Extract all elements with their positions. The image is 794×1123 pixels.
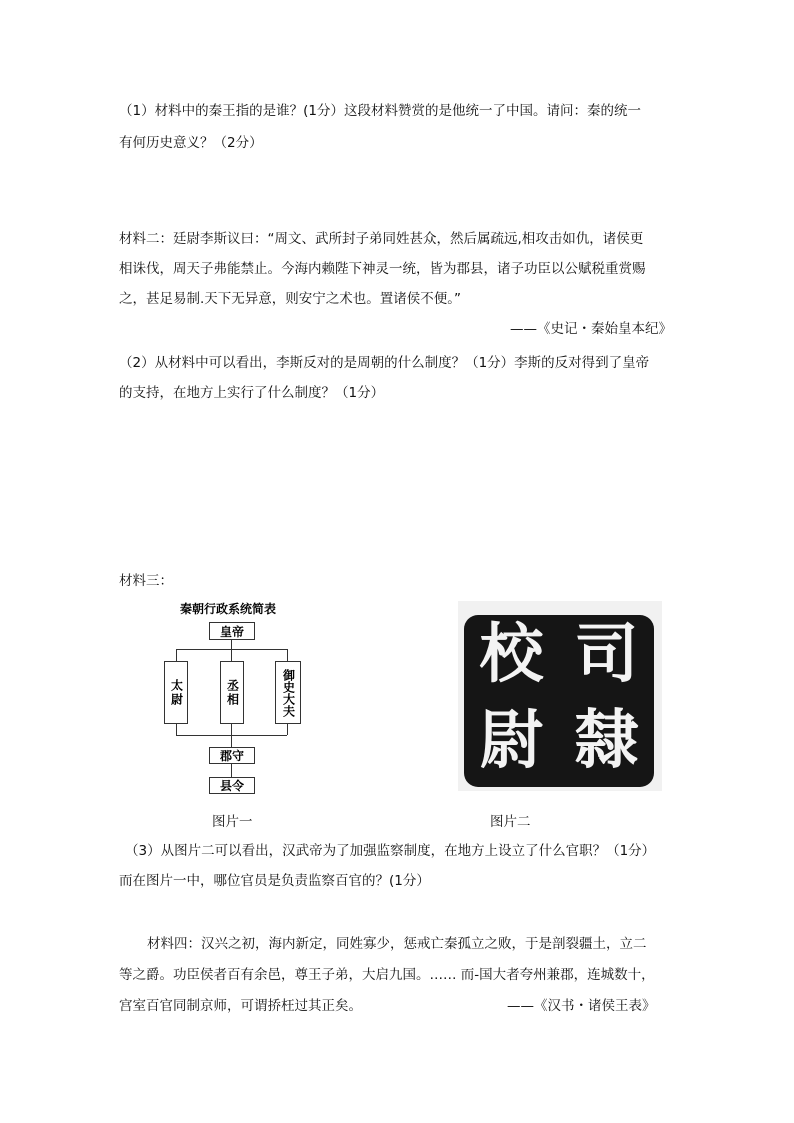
material-4-line-1: 材料四：汉兴之初，海内新定，同姓寡少，惩戒亡秦孤立之败，于是剖裂疆土，立二 xyxy=(147,936,647,952)
question-1-line-1: （1）材料中的秦王指的是谁？(1分）这段材料赞赏的是他统一了中国。请问：秦的统一 xyxy=(119,103,641,119)
yushi-dafu-box: 御史大夫 xyxy=(275,661,301,724)
connector-line xyxy=(287,649,288,661)
material-4-line-3: 宫室百官同制京师，可谓挢枉过其正矣。 xyxy=(119,998,362,1014)
connector-line xyxy=(231,724,232,735)
qin-admin-chart xyxy=(158,600,316,796)
material-2-source: ——《史记・秦始皇本纪》 xyxy=(510,321,672,337)
material-4-source: ——《汉书・诸侯王表》 xyxy=(507,998,656,1014)
connector-line xyxy=(176,724,177,735)
material-4-line-2: 等之爵。功臣侯者百有余邑，尊王子弟，大启九国。…… 而-国大者夸州兼郡，连城数十， xyxy=(119,967,655,983)
question-2-line-1: （2）从材料中可以看出，李斯反对的是周朝的什么制度？（1分）李斯的反对得到了皇帝 xyxy=(119,355,650,371)
question-2-line-2: 的支持，在地方上实行了什么制度？（1分） xyxy=(119,385,385,401)
junshou-box: 郡守 xyxy=(209,747,255,764)
seal-char: 尉 xyxy=(479,703,544,778)
seal-char: 司 xyxy=(574,617,639,692)
connector-line xyxy=(287,724,288,735)
question-3-line-2: 而在图片一中，哪位官员是负责监察百官的？(1分） xyxy=(119,873,430,889)
figure-1-caption: 图片一 xyxy=(212,814,253,830)
material-3-label: 材料三： xyxy=(119,573,173,589)
seal-char: 校 xyxy=(479,617,544,692)
connector-line xyxy=(176,649,177,661)
material-2-line-2: 相诛伐，周天子弗能禁止。今海内赖陛下神灵一统，皆为郡县，诸子功臣以公赋税重赏赐 xyxy=(119,261,646,277)
xianling-box: 县令 xyxy=(209,777,255,794)
taiwei-box: 太尉 xyxy=(164,661,188,724)
seal-stamp xyxy=(464,615,654,787)
seal-image xyxy=(458,601,662,791)
seal-char: 隸 xyxy=(574,703,639,778)
question-1-line-2: 有何历史意义？（2分） xyxy=(119,135,263,151)
connector-line xyxy=(231,763,232,777)
emperor-box: 皇帝 xyxy=(209,622,255,640)
connector-line xyxy=(231,639,232,649)
material-2-line-3: 之，甚足易制.天下无异意，则安宁之术也。置诸侯不便。” xyxy=(119,291,462,307)
figure-2-caption: 图片二 xyxy=(490,814,531,830)
connector-line xyxy=(231,649,232,661)
chart-title: 秦朝行政系统简表 xyxy=(180,602,277,616)
question-3-line-1: （3）从图片二可以看出，汉武帝为了加强监察制度，在地方上设立了什么官职？（1分） xyxy=(125,843,656,859)
material-2-line-1: 材料二：廷尉李斯议曰：“周文、武所封子弟同姓甚众，然后属疏远,相攻击如仇，诸侯更 xyxy=(119,231,644,247)
chengxiang-box: 丞相 xyxy=(220,661,244,724)
connector-line xyxy=(231,735,232,747)
